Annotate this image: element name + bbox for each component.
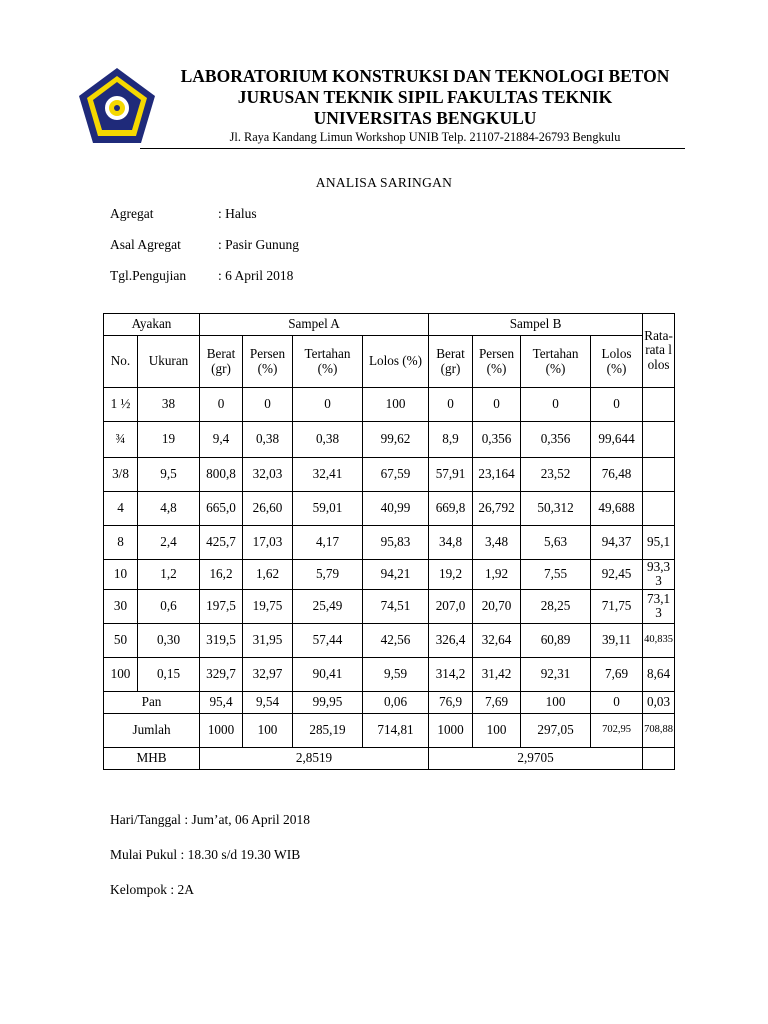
header-b-lolos: Lolos (%) <box>591 336 643 388</box>
cell-a-berat: 95,4 <box>200 691 243 713</box>
field-asal-agregat <box>110 238 299 252</box>
cell-b-lolos: 99,644 <box>591 422 643 458</box>
cell-a-berat: 0 <box>200 388 243 422</box>
header-a-berat: Berat (gr) <box>200 336 243 388</box>
cell-a-persen: 17,03 <box>243 526 293 560</box>
cell-no: 10 <box>104 560 138 590</box>
field-label: Tgl.Pengujian <box>110 268 187 283</box>
document-title: ANALISA SARINGAN <box>315 175 453 190</box>
cell-a-lolos: 42,56 <box>363 623 429 657</box>
cell-ukuran: 1,2 <box>138 560 200 590</box>
cell-a-tertahan: 4,17 <box>293 526 363 560</box>
cell-a-persen: 19,75 <box>243 589 293 623</box>
cell-ukuran: 0,6 <box>138 589 200 623</box>
pan-row <box>104 691 675 713</box>
field-value: : Pasir Gunung <box>218 237 299 252</box>
university-name: UNIVERSITAS BENGKULU <box>313 108 537 128</box>
cell-b-persen: 100 <box>473 713 521 747</box>
cell-no: 30 <box>104 589 138 623</box>
table-row <box>104 623 675 657</box>
cell-a-tertahan: 32,41 <box>293 458 363 492</box>
table-row <box>104 458 675 492</box>
cell-ukuran: 0,30 <box>138 623 200 657</box>
cell-a-lolos: 67,59 <box>363 458 429 492</box>
cell-rata: 8,64 <box>643 657 675 691</box>
cell-a-persen: 32,97 <box>243 657 293 691</box>
field-label: Agregat <box>110 206 154 221</box>
cell-b-berat: 326,4 <box>429 623 473 657</box>
jumlah-label: Jumlah <box>104 713 200 747</box>
cell-a-berat: 197,5 <box>200 589 243 623</box>
cell-a-berat: 9,4 <box>200 422 243 458</box>
cell-a-persen: 32,03 <box>243 458 293 492</box>
header-b-tertahan: Tertahan (%) <box>521 336 591 388</box>
cell-b-persen: 7,69 <box>473 691 521 713</box>
cell-b-lolos: 7,69 <box>591 657 643 691</box>
footer-kelompok: Kelompok : 2A <box>110 882 194 897</box>
cell-no: 4 <box>104 492 138 526</box>
cell-a-tertahan: 90,41 <box>293 657 363 691</box>
cell-a-lolos: 714,81 <box>363 713 429 747</box>
cell-a-persen: 100 <box>243 713 293 747</box>
header-divider <box>140 148 685 149</box>
cell-b-tertahan: 60,89 <box>521 623 591 657</box>
group-header-row <box>104 314 675 336</box>
cell-b-persen: 31,42 <box>473 657 521 691</box>
cell-b-tertahan: 297,05 <box>521 713 591 747</box>
footer-hari-tanggal: Hari/Tanggal : Jum’at, 06 April 2018 <box>110 812 311 827</box>
cell-a-berat: 800,8 <box>200 458 243 492</box>
header-sampel-a: Sampel A <box>200 314 429 336</box>
cell-no: 1 ½ <box>104 388 138 422</box>
header-b-berat: Berat (gr) <box>429 336 473 388</box>
header-a-lolos: Lolos (%) <box>363 336 429 388</box>
table-row <box>104 526 675 560</box>
footer-mulai-pukul: Mulai Pukul : 18.30 s/d 19.30 WIB <box>110 847 301 862</box>
table-row <box>104 492 675 526</box>
cell-a-lolos: 99,62 <box>363 422 429 458</box>
cell-a-berat: 16,2 <box>200 560 243 590</box>
table-row <box>104 422 675 458</box>
mhb-row <box>104 747 675 769</box>
cell-b-lolos: 0 <box>591 691 643 713</box>
cell-b-berat: 0 <box>429 388 473 422</box>
cell-a-persen: 26,60 <box>243 492 293 526</box>
cell-rata: 708,88 <box>643 713 675 747</box>
cell-b-tertahan: 23,52 <box>521 458 591 492</box>
cell-a-persen: 0 <box>243 388 293 422</box>
header-ayakan: Ayakan <box>104 314 200 336</box>
cell-b-tertahan: 0 <box>521 388 591 422</box>
mhb-b: 2,9705 <box>429 747 643 769</box>
cell-rata <box>643 388 675 422</box>
cell-b-lolos: 0 <box>591 388 643 422</box>
cell-a-lolos: 94,21 <box>363 560 429 590</box>
field-tgl-pengujian <box>110 269 293 283</box>
cell-a-persen: 31,95 <box>243 623 293 657</box>
header-no: No. <box>104 336 138 388</box>
cell-a-lolos: 40,99 <box>363 492 429 526</box>
mhb-label: MHB <box>104 747 200 769</box>
cell-a-persen: 0,38 <box>243 422 293 458</box>
cell-a-berat: 425,7 <box>200 526 243 560</box>
sub-header-row <box>104 336 675 388</box>
pan-label: Pan <box>104 691 200 713</box>
department-name: JURUSAN TEKNIK SIPIL FAKULTAS TEKNIK <box>237 87 613 107</box>
lab-name: LABORATORIUM KONSTRUKSI DAN TEKNOLOGI BETON <box>180 66 670 86</box>
cell-b-berat: 19,2 <box>429 560 473 590</box>
cell-a-lolos: 74,51 <box>363 589 429 623</box>
cell-b-berat: 8,9 <box>429 422 473 458</box>
cell-b-tertahan: 92,31 <box>521 657 591 691</box>
cell-a-tertahan: 57,44 <box>293 623 363 657</box>
field-value: : Halus <box>218 206 257 221</box>
table-row <box>104 589 675 623</box>
cell-ukuran: 4,8 <box>138 492 200 526</box>
cell-b-tertahan: 0,356 <box>521 422 591 458</box>
cell-b-lolos: 92,45 <box>591 560 643 590</box>
cell-a-persen: 1,62 <box>243 560 293 590</box>
cell-a-persen: 9,54 <box>243 691 293 713</box>
cell-b-persen: 23,164 <box>473 458 521 492</box>
cell-a-lolos: 0,06 <box>363 691 429 713</box>
cell-ukuran: 9,5 <box>138 458 200 492</box>
cell-b-persen: 0,356 <box>473 422 521 458</box>
cell-b-berat: 34,8 <box>429 526 473 560</box>
cell-rata: 40,835 <box>643 623 675 657</box>
cell-b-persen: 1,92 <box>473 560 521 590</box>
table-row <box>104 657 675 691</box>
cell-a-lolos: 9,59 <box>363 657 429 691</box>
header-sampel-b: Sampel B <box>429 314 643 336</box>
cell-a-tertahan: 0 <box>293 388 363 422</box>
cell-a-berat: 665,0 <box>200 492 243 526</box>
cell-rata: 93,33 <box>643 560 675 590</box>
cell-b-berat: 207,0 <box>429 589 473 623</box>
cell-b-tertahan: 50,312 <box>521 492 591 526</box>
cell-b-berat: 314,2 <box>429 657 473 691</box>
cell-a-tertahan: 0,38 <box>293 422 363 458</box>
field-value: : 6 April 2018 <box>218 268 294 283</box>
cell-rata: 95,1 <box>643 526 675 560</box>
university-logo-icon <box>77 66 157 146</box>
cell-ukuran: 38 <box>138 388 200 422</box>
cell-rata <box>643 458 675 492</box>
mhb-a: 2,8519 <box>200 747 429 769</box>
header-a-tertahan: Tertahan (%) <box>293 336 363 388</box>
cell-a-berat: 319,5 <box>200 623 243 657</box>
cell-b-tertahan: 100 <box>521 691 591 713</box>
cell-b-tertahan: 28,25 <box>521 589 591 623</box>
cell-no: 8 <box>104 526 138 560</box>
cell-b-persen: 3,48 <box>473 526 521 560</box>
header-a-persen: Persen (%) <box>243 336 293 388</box>
cell-b-lolos: 49,688 <box>591 492 643 526</box>
cell-b-persen: 20,70 <box>473 589 521 623</box>
cell-b-persen: 32,64 <box>473 623 521 657</box>
address-line: Jl. Raya Kandang Limun Workshop UNIB Telp. 21107-21884-26793 Bengkulu <box>229 130 621 144</box>
cell-no: 3/8 <box>104 458 138 492</box>
cell-b-lolos: 76,48 <box>591 458 643 492</box>
cell-rata: 0,03 <box>643 691 675 713</box>
cell-no: 100 <box>104 657 138 691</box>
cell-no: ¾ <box>104 422 138 458</box>
cell-rata <box>643 422 675 458</box>
cell-a-berat: 329,7 <box>200 657 243 691</box>
cell-a-berat: 1000 <box>200 713 243 747</box>
header-b-persen: Persen (%) <box>473 336 521 388</box>
cell-no: 50 <box>104 623 138 657</box>
cell-b-lolos: 71,75 <box>591 589 643 623</box>
cell-a-lolos: 100 <box>363 388 429 422</box>
field-label: Asal Agregat <box>110 237 181 252</box>
cell-b-berat: 76,9 <box>429 691 473 713</box>
cell-b-berat: 669,8 <box>429 492 473 526</box>
field-agregat <box>110 207 257 221</box>
jumlah-row <box>104 713 675 747</box>
cell-a-tertahan: 285,19 <box>293 713 363 747</box>
cell-rata: 73,13 <box>643 589 675 623</box>
cell-b-persen: 0 <box>473 388 521 422</box>
cell-b-lolos: 702,95 <box>591 713 643 747</box>
cell-b-tertahan: 7,55 <box>521 560 591 590</box>
cell-ukuran: 0,15 <box>138 657 200 691</box>
cell-ukuran: 19 <box>138 422 200 458</box>
header-rata-rata: Rata-rata lolos <box>643 314 675 388</box>
cell-a-tertahan: 59,01 <box>293 492 363 526</box>
table-row <box>104 560 675 590</box>
header-ukuran: Ukuran <box>138 336 200 388</box>
cell-b-tertahan: 5,63 <box>521 526 591 560</box>
cell-b-lolos: 39,11 <box>591 623 643 657</box>
cell-b-persen: 26,792 <box>473 492 521 526</box>
sieve-analysis-table <box>103 313 675 770</box>
cell-ukuran: 2,4 <box>138 526 200 560</box>
cell-b-lolos: 94,37 <box>591 526 643 560</box>
cell-a-tertahan: 99,95 <box>293 691 363 713</box>
cell-rata <box>643 747 675 769</box>
cell-rata <box>643 492 675 526</box>
cell-b-berat: 57,91 <box>429 458 473 492</box>
cell-a-tertahan: 25,49 <box>293 589 363 623</box>
cell-a-lolos: 95,83 <box>363 526 429 560</box>
table-row <box>104 388 675 422</box>
cell-a-tertahan: 5,79 <box>293 560 363 590</box>
cell-b-berat: 1000 <box>429 713 473 747</box>
